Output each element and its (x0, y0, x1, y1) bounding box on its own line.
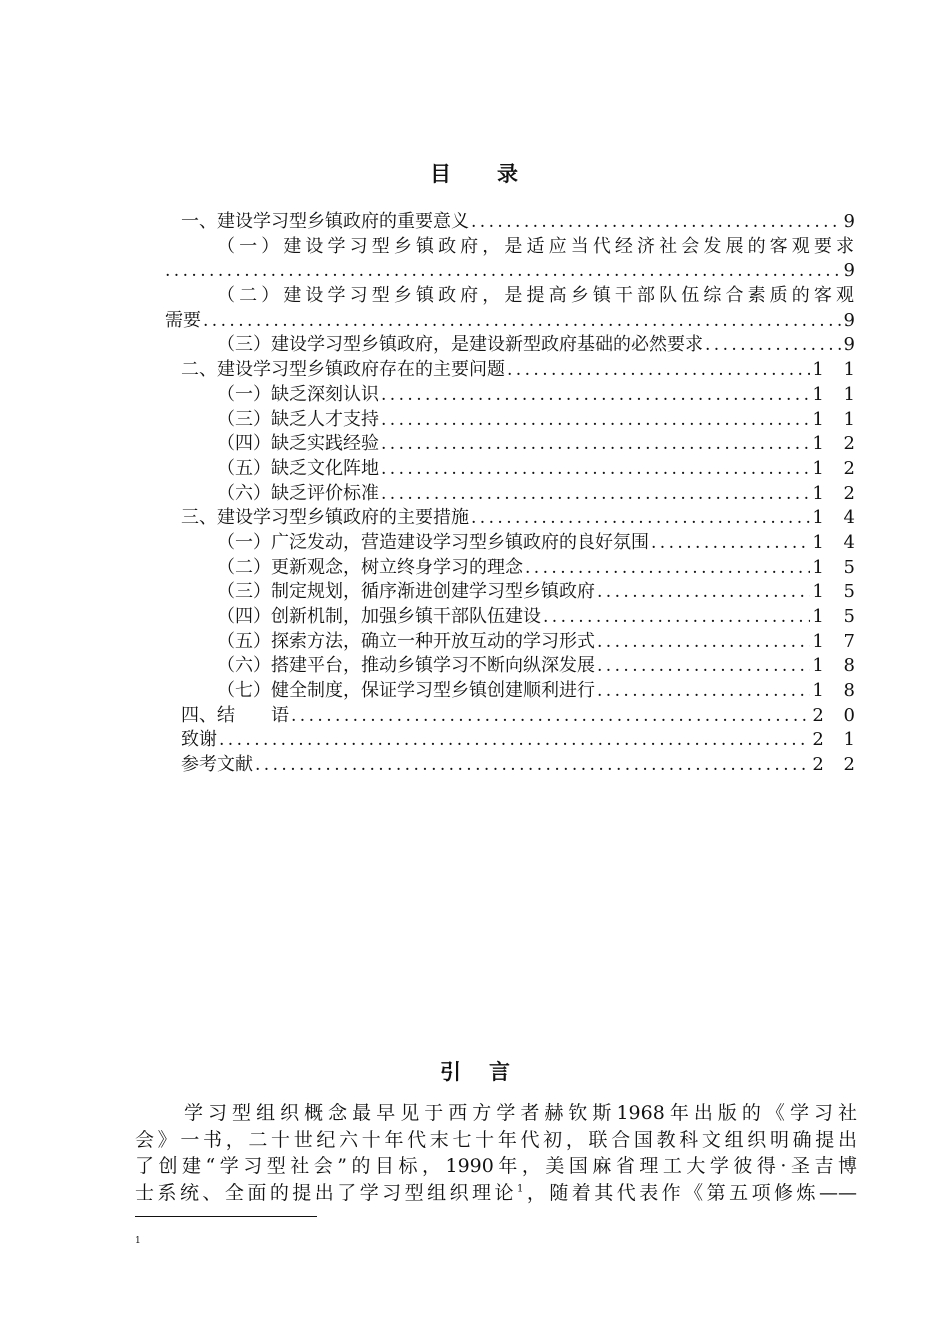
toc-entry[interactable] (165, 704, 862, 729)
toc-dot-leader (597, 580, 810, 605)
toc-page-number: 1 4 (812, 507, 862, 529)
toc-page-number: 9 (843, 260, 862, 282)
toc-entry-title: 致谢 (181, 729, 217, 751)
toc-dot-leader (291, 704, 810, 729)
toc-page-number: 1 1 (812, 408, 862, 430)
table-of-contents (165, 210, 862, 778)
toc-page-number: 1 4 (812, 531, 862, 553)
toc-entry[interactable] (165, 630, 862, 655)
toc-entry-title: （一）广泛发动，营造建设学习型乡镇政府的良好氛围 (217, 531, 649, 553)
toc-entry-title-continued: 需要 (165, 309, 201, 331)
toc-page-number: 1 1 (812, 359, 862, 381)
toc-entry[interactable] (165, 556, 862, 581)
toc-entry[interactable] (165, 482, 862, 507)
toc-dot-leader (381, 408, 810, 433)
toc-entry-title: （二）更新观念，树立终身学习的理念 (217, 556, 523, 578)
toc-entry-title: （七）健全制度，保证学习型乡镇创建顺利进行 (217, 680, 595, 702)
toc-page-number: 2 1 (812, 729, 862, 751)
footnote-reference[interactable]: 1 (517, 1183, 524, 1195)
toc-entry[interactable] (165, 654, 862, 679)
toc-entry-title: （一）缺乏深刻认识 (217, 383, 379, 405)
intro-line-3: 了创建“学习型社会”的目标，1990年，美国麻省理工大学彼得·圣吉博 (135, 1155, 857, 1178)
toc-entry[interactable] (165, 284, 855, 309)
toc-entry-title: 参考文献 (181, 754, 253, 776)
toc-entry-title: （一）建设学习型乡镇政府，是适应当代经济社会发展的客观要求 (217, 235, 855, 257)
toc-entry[interactable] (165, 358, 862, 383)
toc-entry[interactable] (165, 457, 862, 482)
toc-dot-leader (525, 556, 810, 581)
toc-entry-title: 三、建设学习型乡镇政府的主要措施 (181, 507, 469, 529)
toc-entry-title: （三）缺乏人才支持 (217, 408, 379, 430)
toc-entry-title: （四）缺乏实践经验 (217, 433, 379, 455)
toc-dot-leader (471, 506, 810, 531)
toc-dot-leader (471, 210, 842, 235)
toc-entry-title: 一、建设学习型乡镇政府的重要意义 (181, 211, 469, 232)
toc-dot-leader (165, 259, 842, 284)
toc-entry-title: （五）探索方法，确立一种开放互动的学习形式 (217, 630, 595, 652)
toc-entry-title: （六）搭建平台，推动乡镇学习不断向纵深发展 (217, 655, 595, 677)
toc-page-number: 9 (843, 309, 862, 331)
toc-page-number: 2 2 (812, 754, 862, 776)
intro-line-1: 学习型组织概念最早见于西方学者赫钦斯1968年出版的《学习社 (184, 1102, 857, 1124)
toc-entry-title: （六）缺乏评价标准 (217, 482, 379, 504)
toc-page-number: 1 8 (812, 680, 862, 702)
toc-entry-title: （二）建设学习型乡镇政府，是提高乡镇干部队伍综合素质的客观 (217, 285, 855, 307)
toc-entry-title: 四、结 语 (181, 704, 289, 726)
toc-entry-title: （四）创新机制，加强乡镇干部队伍建设 (217, 606, 541, 627)
toc-dot-leader (381, 457, 810, 482)
toc-page-number: 1 5 (812, 581, 862, 603)
toc-page-number: 2 0 (812, 704, 862, 726)
toc-page-number: 1 2 (812, 457, 862, 479)
intro-line-4-start: 士系统、全面的提出了学习型组织理论 (135, 1182, 518, 1205)
intro-line-2: 会》一书，二十世纪六十年代末七十年代初，联合国教科文组织明确提出 (135, 1128, 857, 1151)
toc-dot-leader (543, 605, 810, 630)
toc-dot-leader (219, 728, 810, 753)
toc-entry[interactable] (165, 383, 862, 408)
toc-entry-title: （三）建设学习型乡镇政府，是建设新型政府基础的必然要求 (217, 334, 703, 356)
toc-entry[interactable] (165, 605, 862, 630)
toc-entry[interactable] (165, 333, 862, 358)
toc-title (0, 158, 950, 188)
toc-page-number: 9 (843, 334, 862, 356)
toc-entry[interactable] (165, 679, 862, 704)
toc-entry[interactable] (165, 753, 862, 778)
toc-entry-title: （五）缺乏文化阵地 (217, 457, 379, 479)
toc-title-char-2: 录 (497, 161, 520, 186)
intro-body (135, 1100, 857, 1207)
toc-entry-title: （三）制定规划，循序渐进创建学习型乡镇政府 (217, 581, 595, 603)
toc-entry[interactable] (165, 531, 862, 556)
toc-dot-leader (255, 753, 810, 778)
toc-entry[interactable] (165, 580, 862, 605)
footnote-mark: 1 (135, 1236, 141, 1246)
toc-page-number: 1 8 (812, 655, 862, 677)
toc-entry-title: 二、建设学习型乡镇政府存在的主要问题 (181, 359, 505, 381)
toc-page-number: 1 7 (812, 630, 862, 652)
intro-title-char-1: 引 (440, 1059, 461, 1084)
toc-dot-leader (381, 432, 810, 457)
toc-dot-leader (705, 333, 842, 358)
intro-title-char-2: 言 (489, 1059, 510, 1084)
toc-title-char-1: 目 (430, 161, 453, 186)
toc-entry[interactable] (165, 432, 862, 457)
toc-dot-leader (597, 630, 810, 655)
toc-entry[interactable] (165, 728, 862, 753)
toc-dot-leader (597, 654, 810, 679)
toc-entry[interactable] (165, 506, 862, 531)
toc-entry[interactable] (165, 235, 855, 260)
toc-dot-leader (651, 531, 810, 556)
toc-entry[interactable] (165, 210, 862, 235)
toc-page-number: 1 5 (812, 606, 862, 627)
intro-line-4 (135, 1180, 857, 1207)
toc-page-number: 9 (843, 211, 862, 232)
toc-dot-leader (381, 482, 810, 507)
toc-dot-leader (203, 309, 842, 334)
toc-dot-leader (507, 358, 810, 383)
toc-page-number: 1 2 (812, 433, 862, 455)
intro-title (0, 1056, 950, 1086)
toc-page-number: 1 5 (812, 556, 862, 578)
toc-page-number: 1 1 (812, 383, 862, 405)
toc-entry[interactable] (165, 408, 862, 433)
toc-entry-continuation (165, 309, 862, 334)
toc-dot-leader (597, 679, 810, 704)
toc-entry-continuation (165, 259, 862, 284)
toc-page-number: 1 2 (812, 482, 862, 504)
intro-line-4-end: ，随着其代表作《第五项修炼—— (523, 1182, 857, 1205)
footnote-separator (135, 1216, 317, 1217)
toc-dot-leader (381, 383, 810, 408)
